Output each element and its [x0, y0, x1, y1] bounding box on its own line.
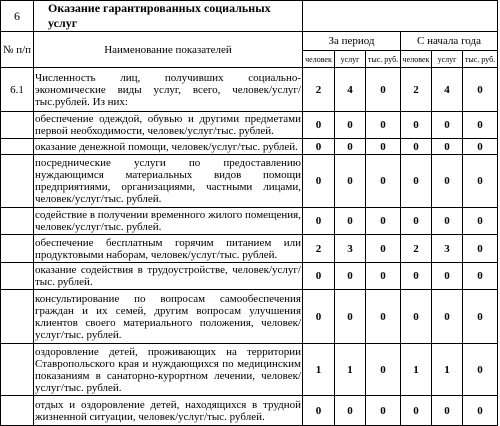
- row-number: [1, 344, 34, 396]
- row-description: обеспечение одеждой, обувью и другими предметами первой необходимости, человек/услуг/тыс. рублей.: [35, 113, 301, 137]
- value-cell: 0: [401, 112, 432, 139]
- value-cell: 0: [303, 396, 335, 426]
- value-cell: 0: [335, 208, 366, 235]
- table-row: [1, 139, 498, 155]
- table-row: [1, 344, 498, 396]
- table-row: [1, 235, 498, 263]
- value-cell: 0: [401, 155, 432, 208]
- value-cell: 0: [335, 263, 366, 290]
- row-description: оздоровление детей, проживающих на территории Ставропольского края и нуждающихся по медицинским показаниям в санаторно-курортном лечении, человек/услуг/тыс. рублей.: [35, 345, 301, 394]
- value-cell: 0: [463, 263, 498, 290]
- value-cell: 1: [401, 344, 432, 396]
- value-cell: 0: [401, 139, 432, 155]
- subheader-cell: тыс. руб.: [366, 51, 401, 68]
- table-row: [1, 208, 498, 235]
- row-description: оказание содействия в трудоустройстве, человек/услуг/тыс. рублей.: [35, 264, 301, 288]
- row-number: [1, 396, 34, 426]
- value-cell: 0: [303, 112, 335, 139]
- value-cell: 1: [335, 344, 366, 396]
- table-row: [1, 112, 498, 139]
- section-title: Оказание гарантированных социальных услуг: [34, 1, 303, 32]
- value-cell: 0: [432, 208, 463, 235]
- value-cell: 0: [401, 208, 432, 235]
- value-cell: 0: [335, 396, 366, 426]
- value-cell: 0: [303, 139, 335, 155]
- value-cell: 0: [432, 263, 463, 290]
- row-number: [1, 139, 34, 155]
- row-description: содействие в получении временного жилого помещения, человек/услуг/тыс. рублей.: [35, 209, 301, 233]
- value-cell: 2: [303, 235, 335, 263]
- value-cell: 0: [463, 344, 498, 396]
- header-col-num: № п/п: [1, 32, 34, 68]
- row-number: [1, 155, 34, 208]
- value-cell: 0: [335, 290, 366, 344]
- value-cell: 0: [366, 139, 401, 155]
- value-cell: 0: [366, 68, 401, 112]
- value-cell: 0: [463, 112, 498, 139]
- value-cell: 0: [401, 263, 432, 290]
- row-description: посреднические услуги по предоставлению нуждающимся материальных видов помощи предприятиями, организациями, частными лицами, человек/услуг/тыс. рублей.: [34, 155, 303, 208]
- subheader-cell: услуг: [432, 51, 463, 68]
- value-cell: 1: [303, 344, 335, 396]
- table-row: [1, 155, 498, 208]
- value-cell: 0: [335, 112, 366, 139]
- value-cell: 3: [432, 235, 463, 263]
- value-cell: 0: [366, 208, 401, 235]
- value-cell: 0: [432, 155, 463, 208]
- table-row: [1, 396, 498, 426]
- value-cell: 0: [303, 155, 335, 208]
- value-cell: 0: [366, 235, 401, 263]
- value-cell: 0: [366, 344, 401, 396]
- header-period: За период: [303, 32, 401, 51]
- value-cell: 0: [366, 155, 401, 208]
- value-cell: 0: [463, 155, 498, 208]
- value-cell: 3: [335, 235, 366, 263]
- header-col-name: Наименование показателей: [34, 32, 303, 68]
- row-number: [1, 208, 34, 235]
- row-number: [1, 112, 34, 139]
- row-description: оказание денежной помощи, человек/услуг/тыс. рублей.: [34, 139, 303, 155]
- value-cell: 0: [463, 235, 498, 263]
- row-number: [1, 263, 34, 290]
- value-cell: 2: [401, 235, 432, 263]
- value-cell: 0: [303, 263, 335, 290]
- value-cell: 0: [366, 396, 401, 426]
- value-cell: 0: [463, 396, 498, 426]
- value-cell: 2: [401, 68, 432, 112]
- value-cell: 0: [303, 208, 335, 235]
- row-number: [1, 290, 34, 344]
- subheader-cell: человек: [303, 51, 335, 68]
- value-cell: 0: [432, 139, 463, 155]
- section-number: 6: [1, 1, 34, 32]
- value-cell: 0: [366, 112, 401, 139]
- value-cell: 4: [335, 68, 366, 112]
- value-cell: 2: [303, 68, 335, 112]
- row-number: [1, 235, 34, 263]
- subheader-cell: услуг: [335, 51, 366, 68]
- header-row: [1, 32, 498, 51]
- row-number: 6.1: [1, 68, 34, 112]
- table-row: [1, 263, 498, 290]
- value-cell: 0: [366, 290, 401, 344]
- value-cell: 0: [463, 139, 498, 155]
- value-cell: 0: [432, 396, 463, 426]
- subheader-cell: тыс. руб.: [463, 51, 498, 68]
- table-row: [1, 68, 498, 112]
- value-cell: 0: [463, 290, 498, 344]
- table-row: [1, 290, 498, 344]
- value-cell: 0: [432, 290, 463, 344]
- row-description: Численность лиц, получивших социально-экономические виды услуг, всего, человек/услуг/тыс.рублей. Из них:: [34, 68, 303, 112]
- value-cell: 0: [366, 263, 401, 290]
- row-description: обеспечение бесплатным горячим питанием или продуктовыми наборам, человек/услуг/тыс. рублей.: [35, 236, 301, 261]
- subheader-cell: человек: [401, 51, 432, 68]
- section-row: [1, 1, 498, 32]
- value-cell: 0: [432, 112, 463, 139]
- value-cell: 0: [335, 155, 366, 208]
- value-cell: 1: [432, 344, 463, 396]
- value-cell: 0: [401, 290, 432, 344]
- value-cell: 0: [463, 208, 498, 235]
- value-cell: 4: [432, 68, 463, 112]
- value-cell: 0: [401, 396, 432, 426]
- header-ytd: С начала года: [401, 32, 498, 51]
- value-cell: 0: [335, 139, 366, 155]
- row-description: отдых и оздоровление детей, находящихся в трудной жизненной ситуации, человек/услуг/тыс. рублей.: [34, 396, 303, 426]
- value-cell: 0: [463, 68, 498, 112]
- row-description: консультирование по вопросам самообеспечения граждан и их семей, другим вопросам улучшения клиентов своего материального положения, человек/услуг/тыс. рублей.: [34, 290, 303, 344]
- value-cell: 0: [303, 290, 335, 344]
- section-empty-cell: [303, 1, 498, 32]
